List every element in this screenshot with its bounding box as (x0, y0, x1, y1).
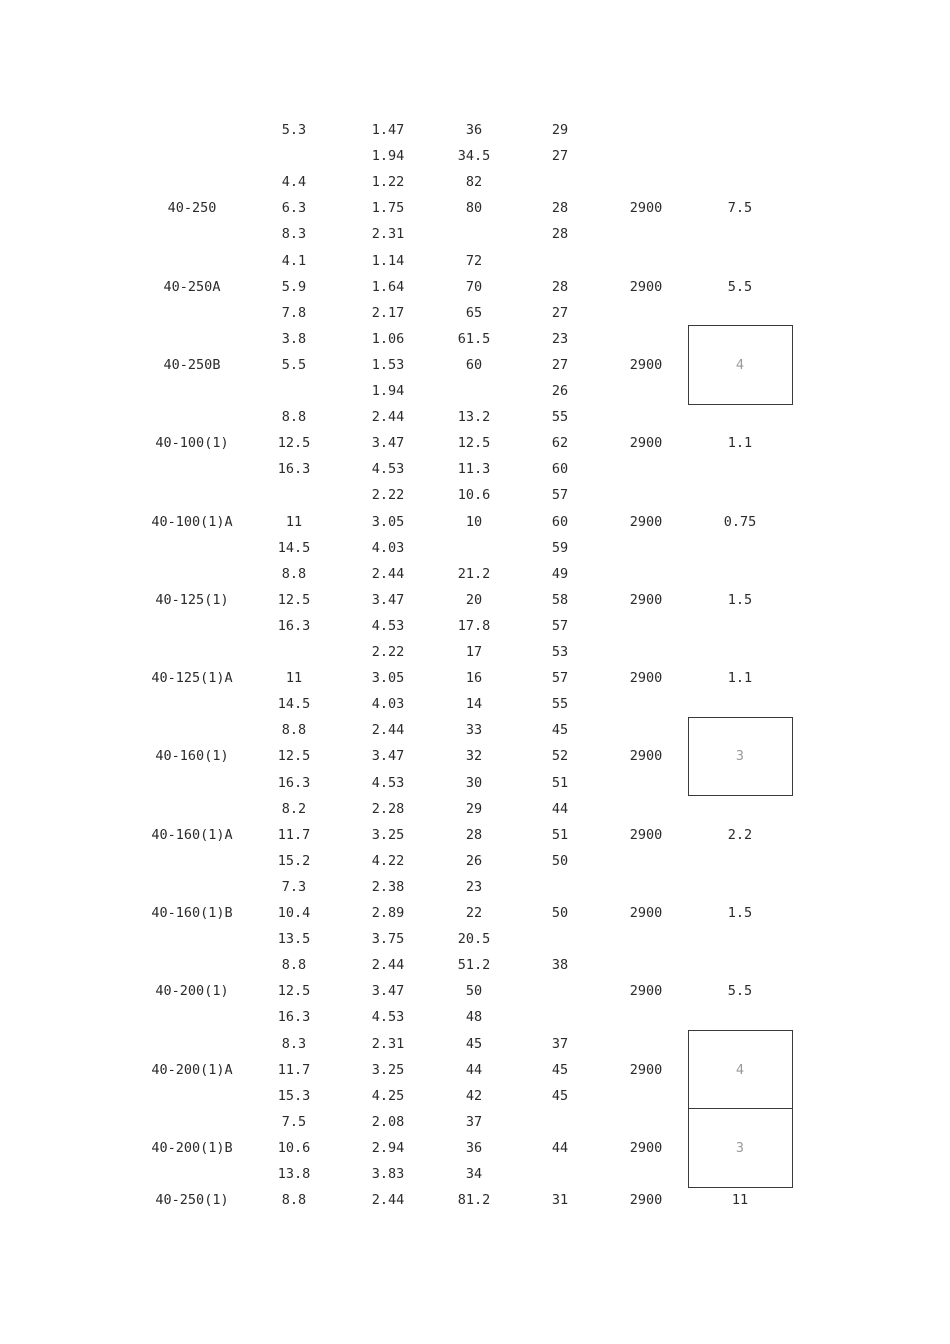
cell-power: 3 (735, 1139, 745, 1156)
cell-head: 30 (465, 774, 483, 791)
cell-flow-m3h: 8.3 (281, 1035, 307, 1052)
cell-head: 45 (465, 1035, 483, 1052)
cell-flow-ls: 4.03 (371, 696, 405, 713)
cell-eff: 45 (551, 1061, 569, 1078)
cell-power: 1.5 (727, 905, 753, 921)
cell-power: 1.1 (727, 435, 753, 452)
cell-flow-ls: 1.64 (371, 278, 405, 295)
cell-flow-m3h: 8.8 (281, 957, 307, 974)
cell-flow-m3h: 14.5 (277, 696, 311, 713)
cell-eff: 53 (551, 644, 569, 660)
cell-eff: 27 (551, 304, 569, 321)
cell-power: 2.2 (727, 826, 753, 843)
cell-speed: 2900 (629, 905, 663, 921)
cell-flow-ls: 2.44 (371, 565, 405, 582)
cell-eff: 28 (551, 226, 569, 243)
cell-flow-m3h: 13.5 (277, 931, 311, 948)
cell-eff: 29 (551, 122, 569, 138)
cell-flow-m3h: 5.5 (281, 356, 307, 373)
power-cell-box (688, 1030, 793, 1109)
cell-eff: 37 (551, 1035, 569, 1052)
cell-flow-m3h: 15.3 (277, 1087, 311, 1104)
cell-flow-m3h: 3.8 (281, 330, 307, 347)
cell-model: 40-250(1) (155, 1192, 229, 1209)
cell-flow-ls: 3.25 (371, 826, 405, 843)
cell-flow-m3h: 11.7 (277, 1061, 311, 1078)
cell-flow-m3h: 5.3 (281, 122, 307, 138)
cell-eff: 44 (551, 1139, 569, 1156)
cell-eff: 59 (551, 539, 569, 556)
cell-power: 3 (735, 748, 745, 765)
cell-flow-m3h: 10.4 (277, 905, 311, 921)
cell-eff: 51 (551, 826, 569, 843)
cell-head: 48 (465, 1009, 483, 1026)
cell-eff: 28 (551, 278, 569, 295)
cell-power: 7.5 (727, 200, 753, 217)
cell-head: 33 (465, 722, 483, 739)
cell-eff: 55 (551, 696, 569, 713)
cell-flow-ls: 1.53 (371, 356, 405, 373)
cell-flow-ls: 1.94 (371, 383, 405, 399)
cell-model: 40-250B (163, 356, 221, 373)
cell-model: 40-200(1) (155, 983, 229, 1000)
cell-head: 10.6 (457, 487, 491, 504)
cell-power: 0.75 (723, 513, 757, 530)
cell-flow-ls: 2.22 (371, 487, 405, 504)
cell-head: 65 (465, 304, 483, 321)
cell-model: 40-200(1)A (151, 1061, 233, 1078)
cell-flow-m3h: 4.1 (281, 252, 307, 269)
cell-power: 5.5 (727, 278, 753, 295)
cell-flow-m3h: 11 (285, 670, 303, 687)
cell-eff: 60 (551, 513, 569, 530)
cell-flow-ls: 1.75 (371, 200, 405, 217)
cell-flow-m3h: 12.5 (277, 748, 311, 765)
cell-head: 34 (465, 1166, 483, 1182)
cell-eff: 57 (551, 617, 569, 634)
cell-flow-ls: 3.75 (371, 931, 405, 948)
cell-head: 44 (465, 1061, 483, 1078)
cell-flow-m3h: 8.2 (281, 800, 307, 817)
cell-eff: 50 (551, 905, 569, 921)
cell-head: 72 (465, 252, 483, 269)
cell-flow-ls: 2.31 (371, 226, 405, 243)
cell-head: 36 (465, 122, 483, 138)
cell-model: 40-100(1) (155, 435, 229, 452)
cell-speed: 2900 (629, 1139, 663, 1156)
cell-head: 32 (465, 748, 483, 765)
cell-head: 16 (465, 670, 483, 687)
cell-head: 70 (465, 278, 483, 295)
cell-flow-ls: 2.44 (371, 1192, 405, 1209)
cell-eff: 26 (551, 383, 569, 399)
cell-head: 61.5 (457, 330, 491, 347)
cell-speed: 2900 (629, 200, 663, 217)
cell-flow-m3h: 7.8 (281, 304, 307, 321)
cell-flow-ls: 3.05 (371, 670, 405, 687)
cell-eff: 28 (551, 200, 569, 217)
cell-flow-ls: 3.83 (371, 1166, 405, 1182)
cell-model: 40-125(1) (155, 591, 229, 608)
cell-flow-m3h: 8.8 (281, 565, 307, 582)
cell-eff: 38 (551, 957, 569, 974)
cell-speed: 2900 (629, 513, 663, 530)
cell-flow-ls: 2.08 (371, 1113, 405, 1130)
power-cell-box (688, 325, 793, 404)
cell-head: 23 (465, 878, 483, 895)
cell-flow-ls: 4.53 (371, 1009, 405, 1026)
cell-speed: 2900 (629, 435, 663, 452)
cell-head: 34.5 (457, 148, 491, 165)
cell-model: 40-250A (163, 278, 221, 295)
cell-flow-m3h: 8.8 (281, 409, 307, 426)
cell-flow-ls: 3.47 (371, 983, 405, 1000)
cell-flow-ls: 3.47 (371, 435, 405, 452)
cell-flow-m3h: 5.9 (281, 278, 307, 295)
cell-flow-m3h: 7.5 (281, 1113, 307, 1130)
cell-flow-ls: 2.22 (371, 644, 405, 660)
cell-flow-ls: 4.25 (371, 1087, 405, 1104)
cell-head: 82 (465, 174, 483, 191)
cell-model: 40-100(1)A (151, 513, 233, 530)
cell-eff: 31 (551, 1192, 569, 1209)
cell-flow-m3h: 12.5 (277, 435, 311, 452)
cell-head: 29 (465, 800, 483, 817)
power-cell-box (688, 1108, 793, 1187)
power-cell-box (688, 717, 793, 796)
cell-eff: 57 (551, 670, 569, 687)
cell-eff: 23 (551, 330, 569, 347)
cell-speed: 2900 (629, 983, 663, 1000)
cell-eff: 44 (551, 800, 569, 817)
cell-flow-ls: 2.28 (371, 800, 405, 817)
cell-eff: 45 (551, 722, 569, 739)
cell-head: 14 (465, 696, 483, 713)
cell-eff: 60 (551, 461, 569, 478)
cell-flow-ls: 4.53 (371, 461, 405, 478)
cell-flow-m3h: 8.8 (281, 1192, 307, 1209)
cell-head: 22 (465, 905, 483, 921)
cell-power: 4 (735, 356, 745, 373)
cell-eff: 49 (551, 565, 569, 582)
cell-flow-m3h: 8.8 (281, 722, 307, 739)
cell-flow-ls: 1.47 (371, 122, 405, 138)
cell-flow-ls: 2.94 (371, 1139, 405, 1156)
cell-flow-m3h: 12.5 (277, 983, 311, 1000)
cell-flow-m3h: 7.3 (281, 878, 307, 895)
cell-flow-ls: 3.05 (371, 513, 405, 530)
cell-flow-m3h: 15.2 (277, 852, 311, 869)
cell-flow-m3h: 16.3 (277, 1009, 311, 1026)
cell-power: 5.5 (727, 983, 753, 1000)
cell-flow-m3h: 11 (285, 513, 303, 530)
cell-flow-ls: 4.53 (371, 617, 405, 634)
cell-flow-ls: 1.94 (371, 148, 405, 165)
cell-head: 13.2 (457, 409, 491, 426)
cell-flow-ls: 1.22 (371, 174, 405, 191)
cell-speed: 2900 (629, 670, 663, 687)
cell-flow-ls: 2.38 (371, 878, 405, 895)
cell-speed: 2900 (629, 1192, 663, 1209)
cell-head: 37 (465, 1113, 483, 1130)
cell-flow-ls: 4.03 (371, 539, 405, 556)
cell-eff: 52 (551, 748, 569, 765)
cell-speed: 2900 (629, 748, 663, 765)
cell-eff: 57 (551, 487, 569, 504)
cell-flow-ls: 2.17 (371, 304, 405, 321)
cell-head: 10 (465, 513, 483, 530)
cell-model: 40-160(1) (155, 748, 229, 765)
cell-model: 40-250 (167, 200, 217, 217)
cell-head: 12.5 (457, 435, 491, 452)
cell-flow-ls: 3.47 (371, 591, 405, 608)
cell-flow-ls: 2.31 (371, 1035, 405, 1052)
cell-flow-ls: 1.14 (371, 252, 405, 269)
cell-head: 80 (465, 200, 483, 217)
cell-flow-ls: 2.44 (371, 722, 405, 739)
cell-head: 21.2 (457, 565, 491, 582)
cell-head: 81.2 (457, 1192, 491, 1209)
cell-power: 4 (735, 1061, 745, 1078)
cell-head: 20 (465, 591, 483, 608)
cell-model: 40-160(1)B (151, 905, 233, 921)
cell-eff: 58 (551, 591, 569, 608)
cell-head: 60 (465, 356, 483, 373)
cell-head: 11.3 (457, 461, 491, 478)
cell-flow-m3h: 16.3 (277, 774, 311, 791)
cell-flow-m3h: 10.6 (277, 1139, 311, 1156)
cell-eff: 51 (551, 774, 569, 791)
cell-flow-ls: 4.53 (371, 774, 405, 791)
cell-flow-ls: 2.44 (371, 957, 405, 974)
cell-flow-m3h: 6.3 (281, 200, 307, 217)
cell-flow-ls: 2.44 (371, 409, 405, 426)
cell-flow-m3h: 4.4 (281, 174, 307, 191)
cell-model: 40-125(1)A (151, 670, 233, 687)
cell-head: 17.8 (457, 617, 491, 634)
cell-speed: 2900 (629, 278, 663, 295)
cell-flow-m3h: 16.3 (277, 461, 311, 478)
cell-speed: 2900 (629, 591, 663, 608)
cell-power: 11 (731, 1192, 749, 1209)
cell-flow-ls: 3.47 (371, 748, 405, 765)
cell-flow-m3h: 14.5 (277, 539, 311, 556)
cell-eff: 62 (551, 435, 569, 452)
cell-head: 51.2 (457, 957, 491, 974)
cell-flow-m3h: 11.7 (277, 826, 311, 843)
cell-eff: 27 (551, 356, 569, 373)
cell-flow-ls: 2.89 (371, 905, 405, 921)
cell-eff: 55 (551, 409, 569, 426)
cell-head: 36 (465, 1139, 483, 1156)
cell-speed: 2900 (629, 356, 663, 373)
cell-eff: 27 (551, 148, 569, 165)
cell-flow-m3h: 8.3 (281, 226, 307, 243)
cell-eff: 45 (551, 1087, 569, 1104)
cell-head: 28 (465, 826, 483, 843)
cell-power: 1.5 (727, 591, 753, 608)
cell-eff: 50 (551, 852, 569, 869)
cell-model: 40-160(1)A (151, 826, 233, 843)
cell-power: 1.1 (727, 670, 753, 687)
cell-head: 26 (465, 852, 483, 869)
cell-flow-m3h: 13.8 (277, 1166, 311, 1182)
cell-flow-ls: 3.25 (371, 1061, 405, 1078)
cell-model: 40-200(1)B (151, 1139, 233, 1156)
cell-speed: 2900 (629, 826, 663, 843)
cell-head: 42 (465, 1087, 483, 1104)
cell-head: 50 (465, 983, 483, 1000)
cell-flow-ls: 4.22 (371, 852, 405, 869)
cell-flow-m3h: 12.5 (277, 591, 311, 608)
cell-head: 17 (465, 644, 483, 660)
cell-flow-m3h: 16.3 (277, 617, 311, 634)
cell-flow-ls: 1.06 (371, 330, 405, 347)
cell-speed: 2900 (629, 1061, 663, 1078)
cell-head: 20.5 (457, 931, 491, 948)
